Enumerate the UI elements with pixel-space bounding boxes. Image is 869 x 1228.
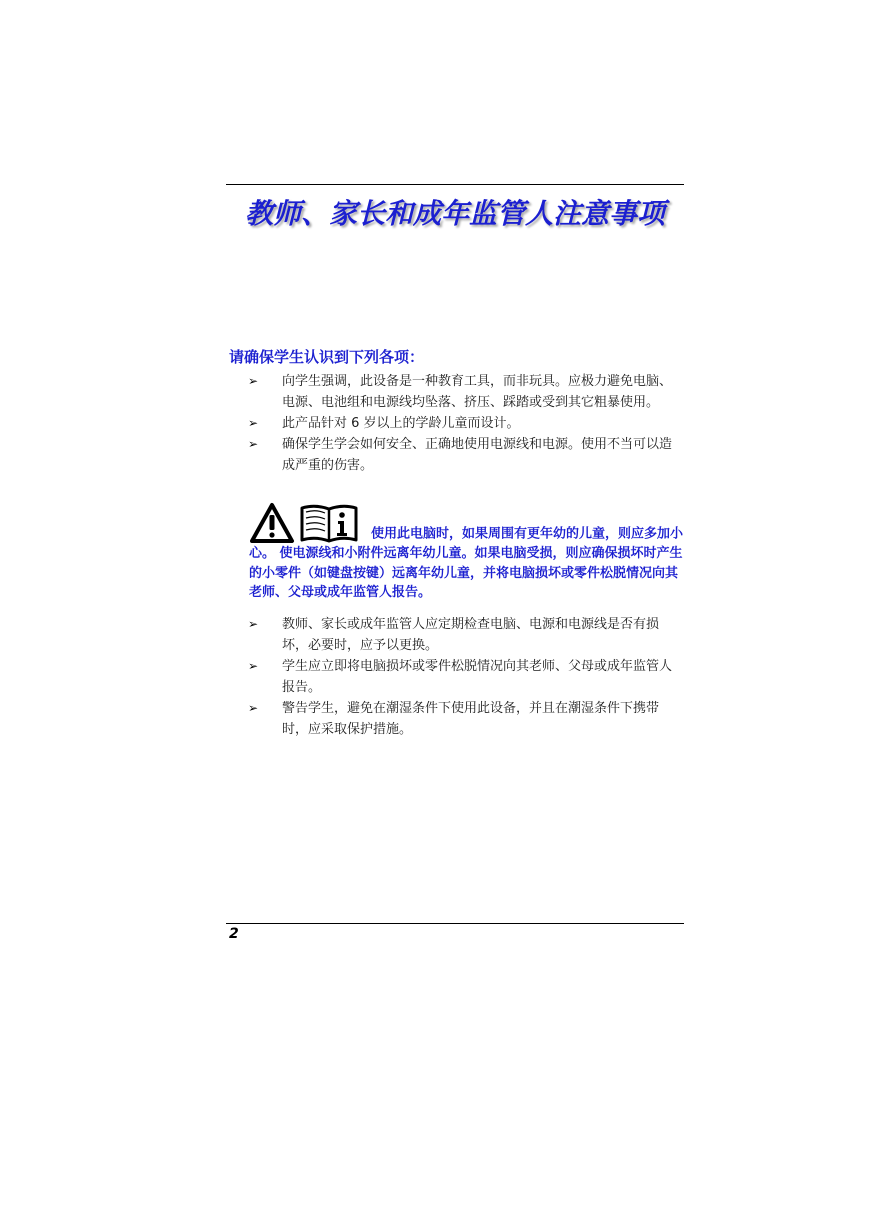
arrow-bullet-icon: ➢ [248, 617, 259, 631]
page-number: 2 [229, 926, 239, 942]
list-item-text: 向学生强调，此设备是一种教育工具，而非玩具。应极力避免电脑、电源、电池组和电源线均坠落、挤压、踩踏或受到其它粗暴使用。 [282, 374, 673, 410]
warning-block [249, 502, 687, 603]
section-heading: 请确保学生认识到下列各项： [229, 348, 425, 366]
list-item [248, 698, 688, 740]
list-item-text: 此产品针对 6 岁以上的学龄儿童而设计。 [282, 416, 520, 431]
safety-list-1 [248, 371, 688, 476]
bottom-rule [226, 923, 684, 924]
safety-list-2 [248, 614, 688, 740]
info-book-icon [299, 502, 359, 544]
warning-icons [249, 502, 371, 544]
list-item-text: 学生应立即将电脑损坏或零件松脱情况向其老师、父母或成年监管人报告。 [282, 659, 673, 695]
page-title: 教师、家长和成年监管人注意事项 [244, 197, 665, 230]
list-item-text: 确保学生学会如何安全、正确地使用电源线和电源。使用不当可以造成严重的伤害。 [282, 437, 673, 473]
arrow-bullet-icon: ➢ [248, 659, 259, 673]
warning-triangle-icon [249, 502, 295, 544]
list-item [248, 656, 688, 698]
list-item [248, 434, 688, 476]
list-item-text: 教师、家长或成年监管人应定期检查电脑、电源和电源线是否有损坏，必要时，应予以更换。 [282, 617, 660, 653]
arrow-bullet-icon: ➢ [248, 416, 259, 430]
list-item-text: 警告学生，避免在潮湿条件下使用此设备，并且在潮湿条件下携带时，应采取保护措施。 [282, 701, 660, 737]
list-item [248, 614, 688, 656]
arrow-bullet-icon: ➢ [248, 701, 259, 715]
top-rule [226, 184, 684, 185]
arrow-bullet-icon: ➢ [248, 374, 259, 388]
list-item [248, 371, 688, 413]
list-item [248, 413, 688, 434]
arrow-bullet-icon: ➢ [248, 437, 259, 451]
warning-text: 使用此电脑时，如果周围有更年幼的儿童，则应多加小心。 使电源线和小附件远离年幼儿童。如果电脑受损，则应确保损坏时产生的小零件（如键盘按键）远离年幼儿童，并将电脑损坏或零件松脱情况向其老师、父母或成年监管人报告。 [249, 526, 684, 600]
